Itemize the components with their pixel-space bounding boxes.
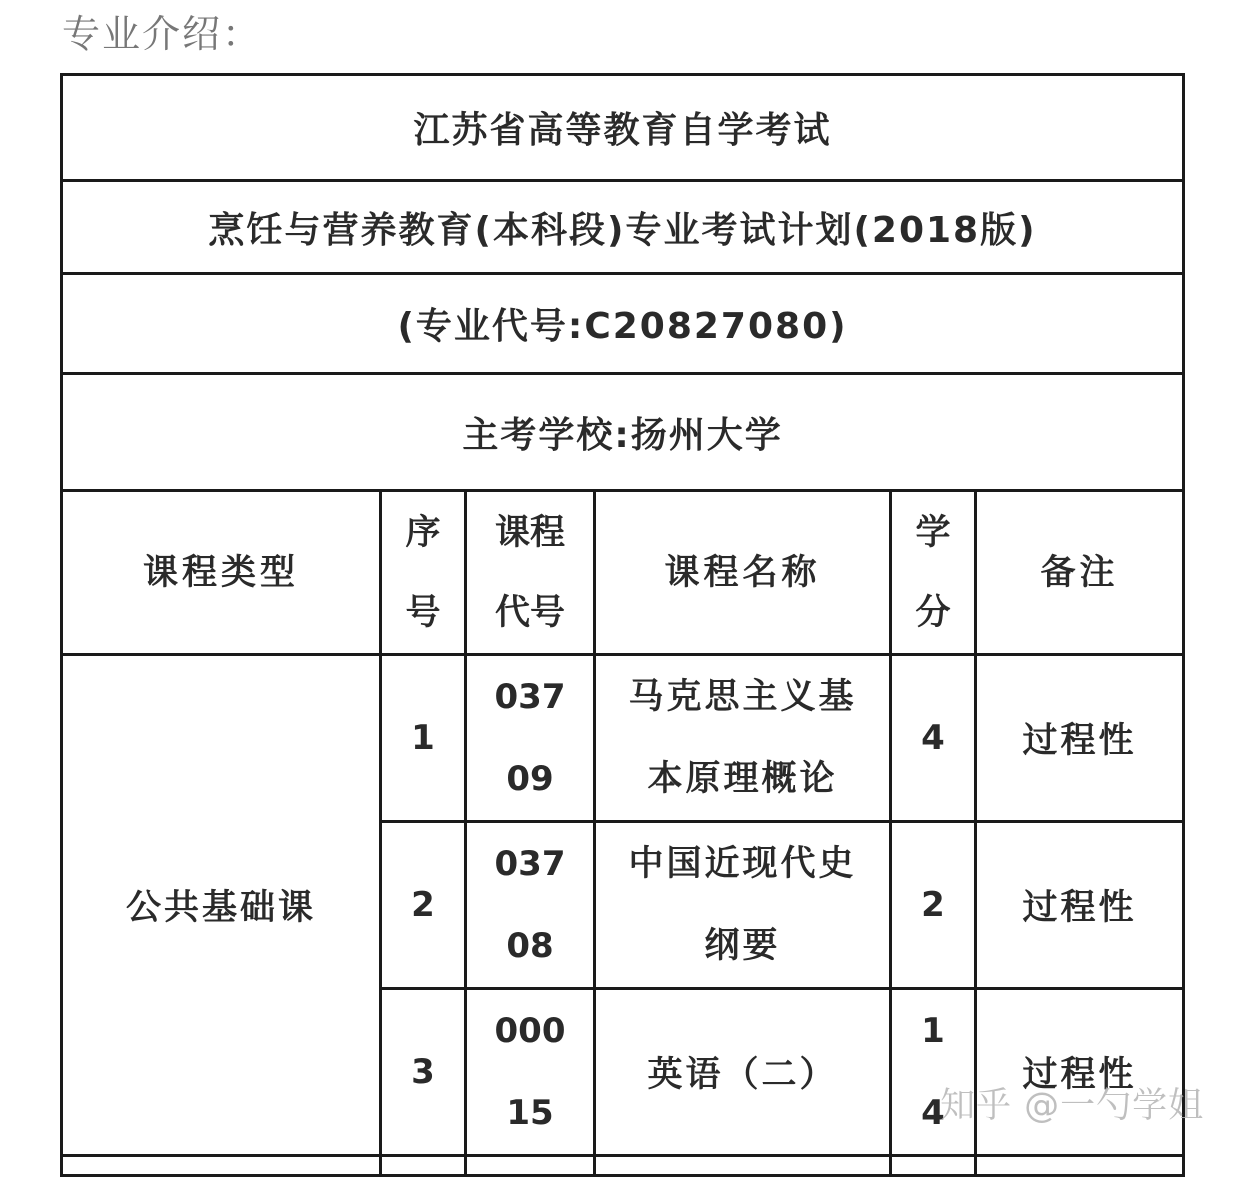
header-remark: 备注 xyxy=(976,491,1184,655)
partial-cell xyxy=(381,1156,466,1176)
row-credit-line2: 4 xyxy=(921,1093,945,1133)
row-name-line2: 本原理概论 xyxy=(647,759,838,799)
row-code xyxy=(466,822,595,989)
row-remark: 过程性 xyxy=(976,655,1184,822)
header-credit xyxy=(891,491,976,655)
row-seq: 2 xyxy=(381,822,466,989)
partial-cell xyxy=(891,1156,976,1176)
major-code: (专业代号:C20827080) xyxy=(62,274,1184,374)
row-remark: 过程性 xyxy=(976,822,1184,989)
plan-title: 烹饪与营养教育(本科段)专业考试计划(2018版) xyxy=(62,181,1184,274)
row-course-name xyxy=(595,822,891,989)
row-credit: 4 xyxy=(891,655,976,822)
row-credit-line1: 1 xyxy=(921,1011,945,1051)
row-code xyxy=(466,655,595,822)
row-code xyxy=(466,989,595,1156)
row-code-line2: 15 xyxy=(506,1093,554,1133)
row-course-name: 英语（二） xyxy=(595,989,891,1156)
row-seq: 1 xyxy=(381,655,466,822)
row-seq: 3 xyxy=(381,989,466,1156)
host-school: 主考学校:扬州大学 xyxy=(62,374,1184,491)
header-course-code xyxy=(466,491,595,655)
partial-cell xyxy=(466,1156,595,1176)
row-credit: 2 xyxy=(891,822,976,989)
partial-cell xyxy=(595,1156,891,1176)
partial-cell xyxy=(976,1156,1184,1176)
table-row-partial xyxy=(62,1156,1184,1176)
exam-title: 江苏省高等教育自学考试 xyxy=(62,75,1184,181)
row-code-line1: 037 xyxy=(494,677,566,717)
header-credit-line2: 分 xyxy=(915,592,951,633)
header-seq-line1: 序 xyxy=(405,512,441,553)
course-type-cell: 公共基础课 xyxy=(62,655,381,1156)
row-course-name xyxy=(595,655,891,822)
row-code-line2: 08 xyxy=(506,926,554,966)
exam-plan-table xyxy=(60,73,1185,1177)
row-name-line2: 纲要 xyxy=(704,926,781,966)
table-row xyxy=(62,655,1184,822)
row-code-line1: 000 xyxy=(494,1011,566,1051)
header-seq-line2: 号 xyxy=(405,592,441,633)
header-credit-line1: 学 xyxy=(915,512,951,553)
header-course-name: 课程名称 xyxy=(595,491,891,655)
header-code-line2: 代号 xyxy=(494,592,565,633)
partial-cell xyxy=(62,1156,381,1176)
header-course-type: 课程类型 xyxy=(62,491,381,655)
row-code-line1: 037 xyxy=(494,844,566,884)
header-code-line1: 课程 xyxy=(494,512,565,553)
watermark: 知乎 @一勺学姐 xyxy=(940,1086,1205,1126)
section-heading: 专业介绍： xyxy=(62,12,263,56)
row-name-line1: 中国近现代史 xyxy=(628,844,857,884)
row-remark: 过程性 xyxy=(976,989,1184,1156)
row-code-line2: 09 xyxy=(506,759,554,799)
row-credit xyxy=(891,989,976,1156)
row-name-line1: 马克思主义基 xyxy=(628,677,857,717)
header-seq xyxy=(381,491,466,655)
